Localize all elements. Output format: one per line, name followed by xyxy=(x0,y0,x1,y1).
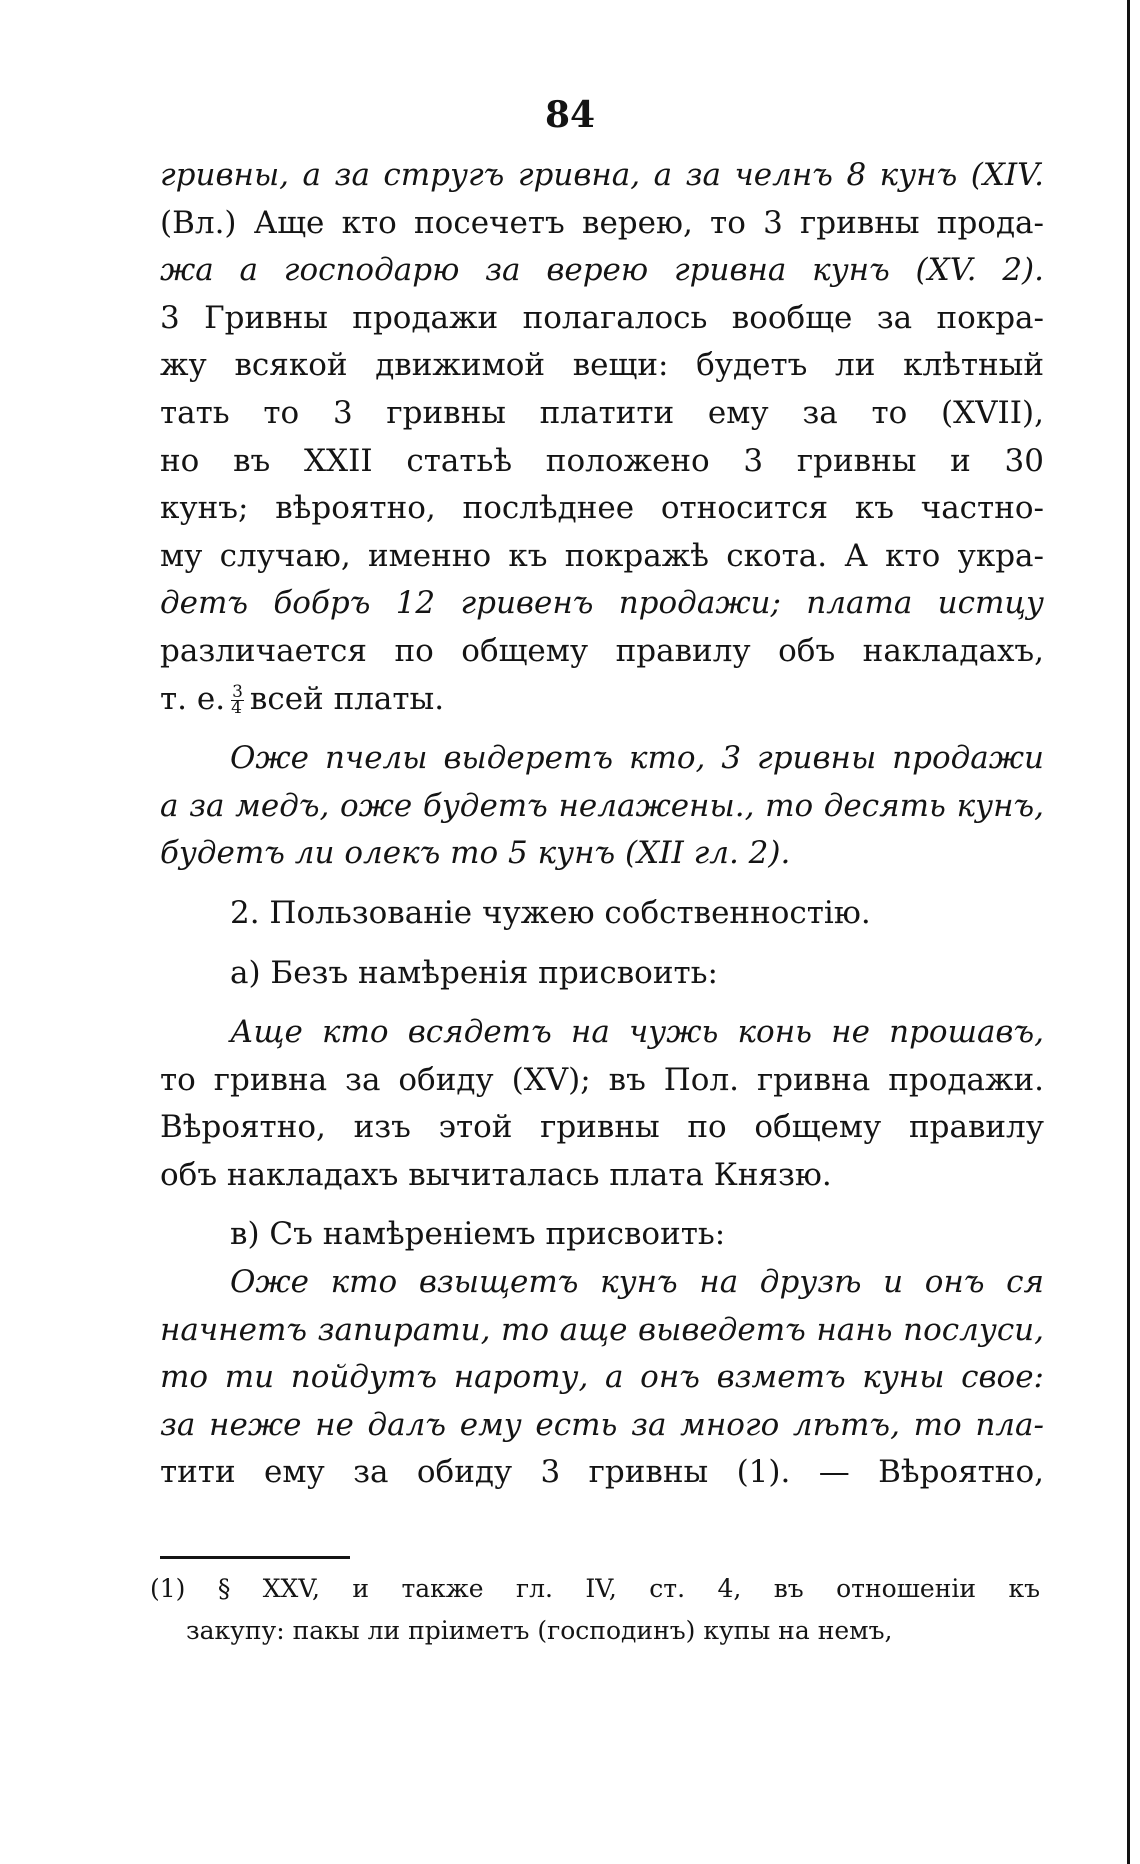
subheading-v: в) Съ намѣреніемъ присвоить: xyxy=(230,1216,726,1253)
quote-line-2: а за медъ, оже будетъ нелажены., то десять кунъ, xyxy=(160,787,1044,824)
text-line-4: 3 Гривны продажи полагалось вообще за покра- xyxy=(160,299,1044,336)
text2-line-2: Вѣроятно, изъ этой гривны по общему правилу xyxy=(160,1109,1044,1146)
text2-line-1: то гривна за обиду (XV); въ Пол. гривна продажи. xyxy=(160,1061,1044,1098)
text-line-2: (Вл.) Аще кто посечетъ верею, то 3 гривны прода- xyxy=(160,204,1044,241)
text-line-12 xyxy=(160,676,1044,724)
quote2-line-1: Аще кто всядетъ на чужь конь не прошавъ, xyxy=(230,1014,1044,1051)
quote3-line-3: то ти пойдутъ нароту, а онъ взметъ куны свое: xyxy=(160,1359,1044,1396)
text-line-10: детъ бобръ 12 гривенъ продажи; плата истцу xyxy=(160,585,1044,622)
page-number: 84 xyxy=(544,94,596,136)
text-line-3: жа а господарю за верею гривна кунъ (XV. 2). xyxy=(160,252,1044,289)
section-heading-2: 2. Пользованіе чужею собственностію. xyxy=(230,894,871,931)
footnote xyxy=(150,1568,1040,1652)
page-edge-line xyxy=(1127,0,1130,1864)
fraction-numerator: 3 xyxy=(232,681,243,702)
footnote-line-2: закупу: пакы ли пріиметъ (господинъ) купы на немъ, xyxy=(186,1616,893,1645)
quote3-line-4: за неже не далъ ему есть за много лѣтъ, то пла- xyxy=(160,1406,1044,1443)
text-line-5: жу всякой движимой вещи: будетъ ли клѣтный xyxy=(160,347,1044,384)
quote-line-1: Оже пчелы выдеретъ кто, 3 гривны продажи xyxy=(230,740,1044,777)
footnote-rule xyxy=(160,1556,350,1559)
main-text xyxy=(160,152,1044,1497)
te-abbrev: т. е. xyxy=(160,680,226,717)
text-line-7: но въ XXII статьѣ положено 3 гривны и 30 xyxy=(160,442,1044,479)
text-line-9: му случаю, именно къ покражѣ скота. А кто укра- xyxy=(160,537,1044,574)
fraction-denominator: 4 xyxy=(231,697,242,718)
fraction-three-quarters xyxy=(231,681,244,718)
quote-line-3: будетъ ли олекъ то 5 кунъ (XII гл. 2). xyxy=(160,835,791,872)
text-line-11: различается по общему правилу объ накладахъ, xyxy=(160,632,1044,669)
subheading-a: а) Безъ намѣренія присвоить: xyxy=(230,954,718,991)
quote3-line-5: тити ему за обиду 3 гривны (1). — Вѣроятно, xyxy=(160,1454,1044,1491)
footnote-line-1: (1) § XXV, и также гл. IV, ст. 4, въ отношеніи къ xyxy=(150,1574,1040,1603)
text-line-8: кунъ; вѣроятно, послѣднее относится къ частно- xyxy=(160,490,1044,527)
vsei-platy: всей платы. xyxy=(249,680,445,717)
text-line-1: гривны, а за стругъ гривна, а за челнъ 8 кунъ (XIV. xyxy=(160,157,1044,193)
text-line-6: тать то 3 гривны платити ему за то (XVII), xyxy=(160,394,1044,431)
quote3-line-2: начнетъ запирати, то аще выведетъ нань послуси, xyxy=(160,1311,1044,1348)
quote3-line-1: Оже кто взыщетъ кунъ на друзѣ и онъ ся xyxy=(230,1264,1044,1301)
text2-line-3: объ накладахъ вычиталась плата Князю. xyxy=(160,1156,832,1193)
